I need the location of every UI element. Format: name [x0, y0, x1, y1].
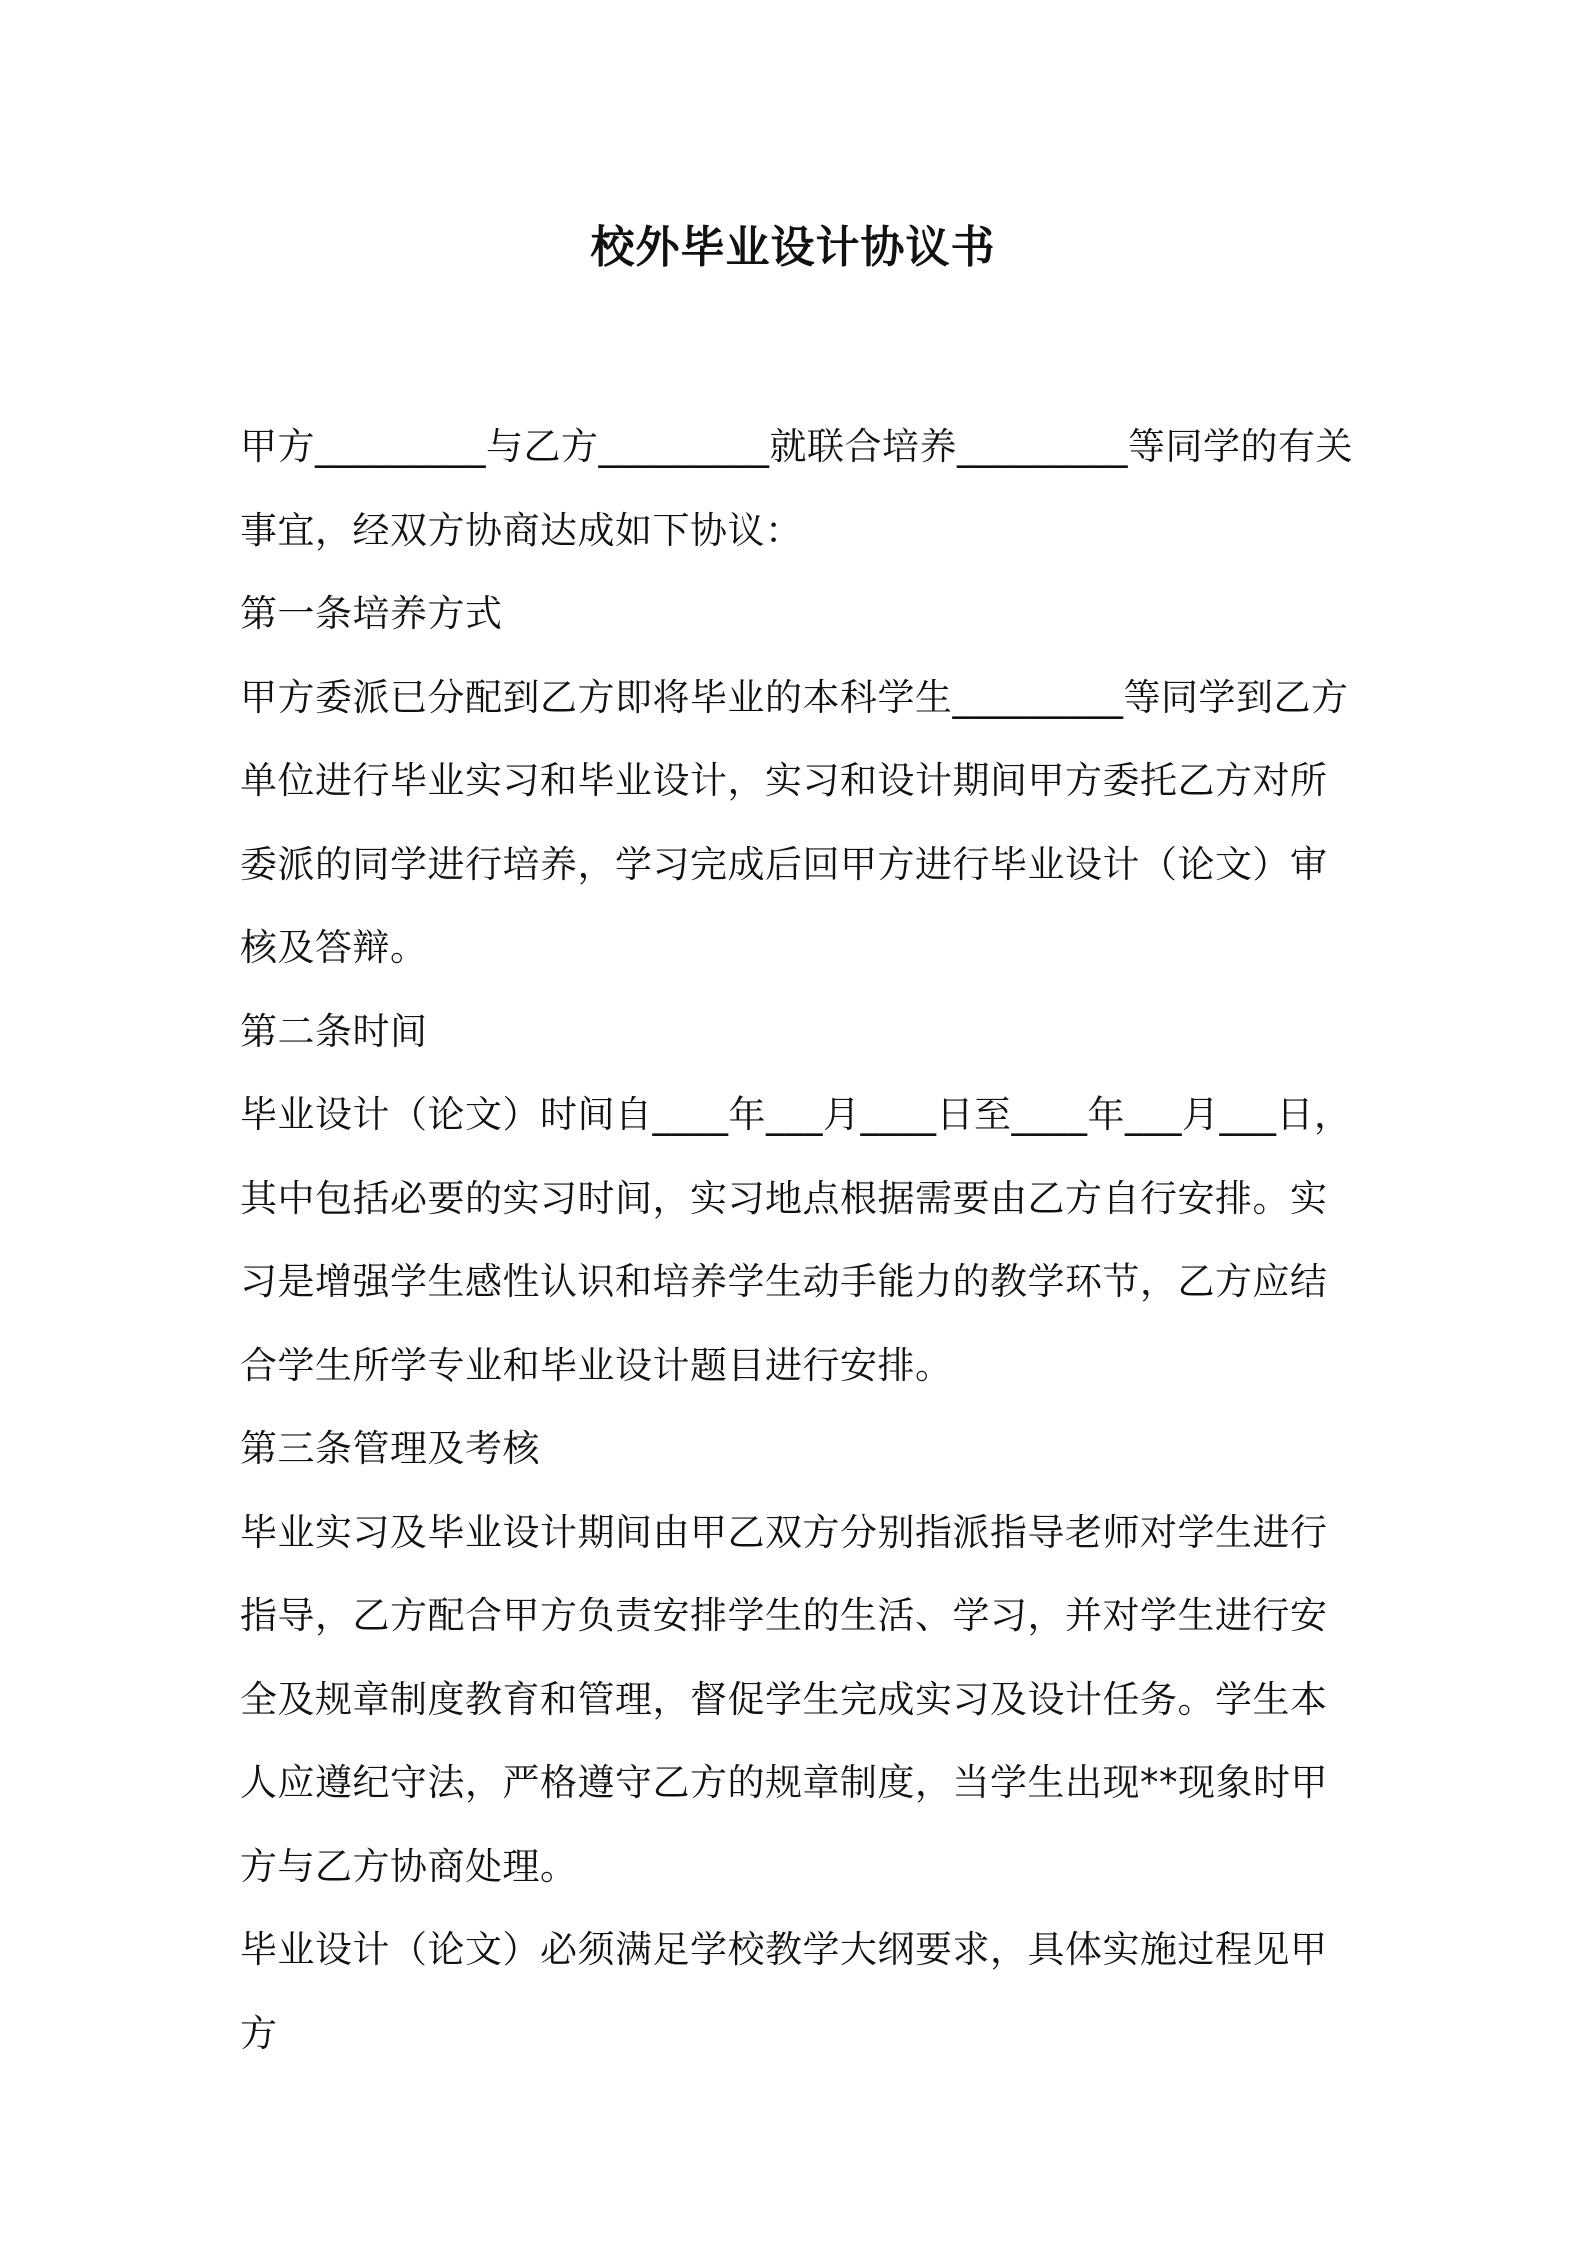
- intro-paragraph: 甲方_________与乙方_________就联合培养_________等同学的有关事宜，经双方协商达成如下协议：: [240, 425, 1353, 552]
- article-3-paragraph-2: 毕业设计（论文）必须满足学校教学大纲要求，具体实施过程见甲方: [240, 1928, 1328, 2055]
- article-3-paragraph: 毕业实习及毕业设计期间由甲乙双方分别指派指导老师对学生进行指导，乙方配合甲方负责安排学生的生活、学习，并对学生进行安全及规章制度教育和管理，督促学生完成实习及设计任务。学生本人应遵纪守法，严格遵守乙方的规章制度，当学生出现**现象时甲方与乙方协商处理。: [240, 1510, 1328, 1888]
- article-1-paragraph: 甲方委派已分配到乙方即将毕业的本科学生_________等同学到乙方单位进行毕业实习和毕业设计，实习和设计期间甲方委托乙方对所委派的同学进行培养，学习完成后回甲方进行毕业设计（论文）审核及答辩。: [240, 675, 1349, 969]
- article-3-heading: 第三条管理及考核: [240, 1427, 540, 1470]
- document-body: [240, 405, 1360, 2075]
- article-2-heading: 第二条时间: [240, 1009, 428, 1053]
- article-2-paragraph: 毕业设计（论文）时间自____年___月____日至____年___月___日，其中包括必要的实习时间，实习地点根据需要由乙方自行安排。实习是增强学生感性认识和培养学生动手能力的教学环节，乙方应结合学生所学专业和毕业设计题目进行安排。: [240, 1093, 1352, 1387]
- article-1-heading: 第一条培养方式: [240, 592, 503, 635]
- document-title: 校外毕业设计协议书: [590, 222, 996, 273]
